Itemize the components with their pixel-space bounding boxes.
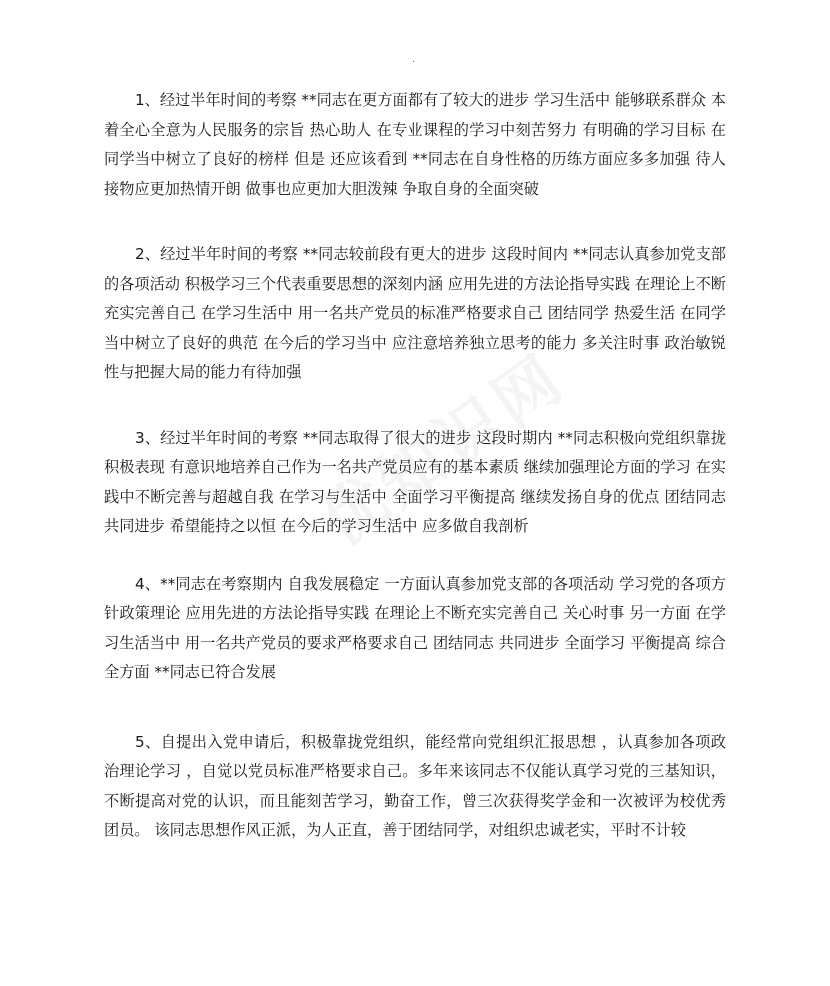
paragraph-1: 1、经过半年时间的考察 **同志在更方面都有了较大的进步 学习生活中 能够联系群众 本着全心全意为人民服务的宗旨 热心助人 在专业课程的学习中刻苦努力 有明确的学习目标 在同学当中树立了良好的榜样 但是 还应该看到 **同志在自身性格的历练方面应多多加强 待人接物应更加热情开朗 做事也应更加大胆泼辣 争取自身的全面突破: [104, 91, 726, 198]
document-body: [104, 86, 726, 846]
paragraph-5: 5、自提出入党申请后，积极靠拢党组织，能经常向党组织汇报思想 ，认真参加各项政治理论学习 ，自觉以党员标准严格要求自己。多年来该同志不仅能认真学习党的三基知识，不断提高对党的认识，而且能刻苦学习，勤奋工作，曾三次获得奖学金和一次被评为校优秀团员。 该同志思想作风正派，为人正直，善于团结同学，对组织忠诚老实，平时不计较: [104, 732, 726, 839]
paragraph-3: 3、经过半年时间的考察 **同志取得了很大的进步 这段时期内 **同志积极向党组织靠拢 积极表现 有意识地培养自己作为一名共产党员应有的基本素质 继续加强理论方面的学习 在实践中不断完善与超越自我 在学习与生活中 全面学习平衡提高 继续发扬自身的优点 团结同志 共同进步 希望能持之以恒 在今后的学习生活中 应多做自我剖析: [104, 428, 726, 535]
paragraph-4: 4、**同志在考察期内 自我发展稳定 一方面认真参加党支部的各项活动 学习党的各项方针政策理论 应用先进的方法论指导实践 在理论上不断充实完善自己 关心时事 另一方面 在学习生活当中 用一名共产党员的要求严格要求自己 团结同志 共同进步 全面学习 平衡提高 综合全方面 **同志已符合发展: [104, 574, 726, 681]
header-mark: .: [412, 54, 416, 65]
paragraph-2: 2、经过半年时间的考察 **同志较前段有更大的进步 这段时间内 **同志认真参加党支部的各项活动 积极学习三个代表重要思想的深刻内涵 应用先进的方法论指导实践 在理论上不断充实完善自己 在学习生活中 用一名共产党员的标准严格要求自己 团结同学 热爱生活 在同学当中树立了良好的典范 在今后的学习当中 应注意培养独立思考的能力 多关注时事 政治敏锐性与把握大局的能力有待加强: [104, 245, 726, 381]
